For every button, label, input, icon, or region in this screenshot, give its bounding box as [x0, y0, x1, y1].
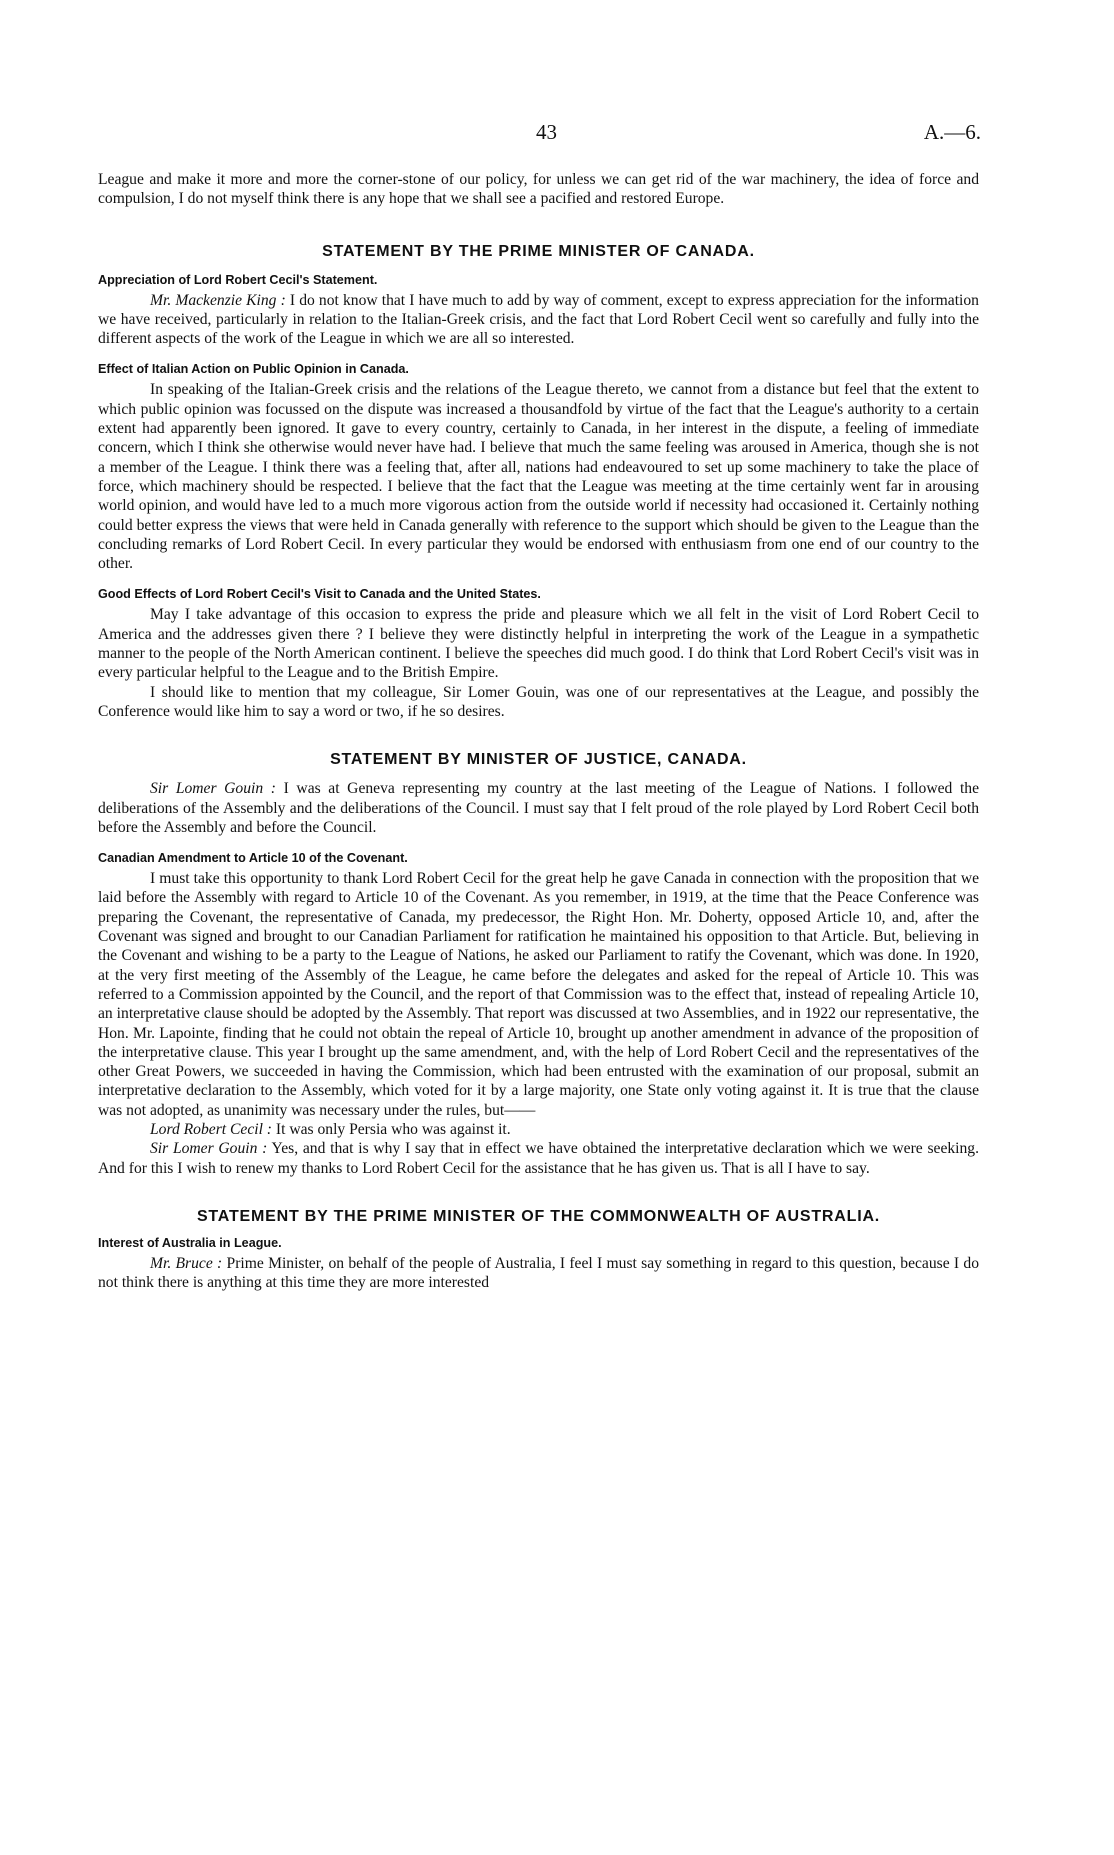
paragraph: I should like to mention that my colleague, Sir Lomer Gouin, was one of our representatives at the League, and possibly the Conference would like him to say a word or two, if he so desires.: [98, 683, 979, 720]
subheading: Canadian Amendment to Article 10 of the Covenant.: [98, 851, 408, 866]
paragraph: [98, 1120, 979, 1139]
speech-text: I was at Geneva representing my country at the last meeting of the League of Nations. I followed the deliberations of the Assembly and the deliberations of the Council. I must say that I felt proud of the role played by Lord Robert Cecil both before the Assembly and before the Council.: [98, 780, 980, 836]
subheading: Interest of Australia in League.: [98, 1235, 282, 1250]
paragraph: In speaking of the Italian-Greek crisis and the relations of the League thereto, we cannot from a distance but feel that the extent to which public opinion was focussed on the dispute was increased a thousandfold by virtue of the fact that the League's authority to a certain extent had apparently been ignored. It gave to every country, certainly to Canada, in her interest in the dispute, a feeling of immediate concern, which I think she otherwise would never have had. I believe that much the same feeling was aroused in America, though she is not a member of the League. I think there was a feeling that, after all, nations had endeavoured to set up some machinery to take the place of force, which machinery should be respected. I believe that the fact that the League was meeting at the time certainly went far in arousing world opinion, and would have led to a much more vigorous action from the outside world if necessity had occasioned it. Certainly nothing could better express the views that were held in Canada generally with reference to the support which should be given to the League than the concluding remarks of Lord Robert Cecil. In every particular they would be endorsed with enthusiasm from one end of our country to the other.: [98, 381, 979, 573]
page-number: 43: [536, 120, 557, 144]
speaker-name: Sir Lomer Gouin :: [150, 1140, 268, 1158]
paragraph: May I take advantage of this occasion to express the pride and pleasure which we all felt in the visit of Lord Robert Cecil to America and the addresses given there ? I believe they were distinctly helpful in interpreting the work of the League in a sympathetic manner to the people of the North American continent. I believe the speeches did much good. I do think that Lord Robert Cecil's visit was in every particular helpful to the League and to the British Empire.: [98, 606, 979, 682]
speech-text: Yes, and that is why I say that in effect we have obtained the interpretative declaration which we were seeking. And for this I wish to renew my thanks to Lord Robert Cecil for the assistance that he has given us. That is all I have to say.: [98, 1140, 979, 1177]
section-heading: STATEMENT BY MINISTER OF JUSTICE, CANADA.: [330, 751, 747, 769]
paragraph: [98, 1254, 979, 1293]
speaker-name: Mr. Mackenzie King :: [150, 291, 286, 309]
subheading: Appreciation of Lord Robert Cecil's Statement.: [98, 272, 378, 287]
paragraph: [98, 779, 979, 837]
speaker-name: Sir Lomer Gouin :: [150, 780, 276, 798]
document-body: [98, 170, 979, 1292]
speech-text: I do not know that I have much to add by way of comment, except to express appreciation for the information we have received, particularly in relation to the Italian-Greek crisis, and the fact that Lord Robert Cecil went so carefully and fully into the different aspects of the work of the League in which we are all so interested.: [98, 291, 979, 348]
speaker-name: Mr. Bruce :: [150, 1254, 223, 1272]
subheading: Good Effects of Lord Robert Cecil's Visit to Canada and the United States.: [98, 587, 541, 602]
document-reference: A.—6.: [923, 120, 981, 144]
subheading: Effect of Italian Action on Public Opinion in Canada.: [98, 362, 409, 377]
speaker-name: Lord Robert Cecil :: [150, 1120, 272, 1138]
paragraph: [98, 1139, 979, 1178]
paragraph: League and make it more and more the corner-stone of our policy, for unless we can get rid of the war machinery, the idea of force and compulsion, I do not myself think there is any hope that we shall see a pacified and restored Europe.: [98, 171, 979, 208]
section-heading: STATEMENT BY THE PRIME MINISTER OF CANADA.: [322, 242, 755, 260]
paragraph: I must take this opportunity to thank Lord Robert Cecil for the great help he gave Canada in connection with the proposition that we laid before the Assembly with regard to Article 10 of the Covenant. As you remember, in 1919, at the time that the Peace Conference was preparing the Covenant, the representative of Canada, my predecessor, the Right Hon. Mr. Doherty, opposed Article 10, and, after the Covenant was signed and brought to our Canadian Parliament for ratification he maintained his opposition to that Article. But, believing in the Covenant and wishing to be a party to the League of Nations, he asked our Parliament to ratify the Covenant, which was done. In 1920, at the very first meeting of the Assembly of the League, he came before the delegates and asked for the repeal of Article 10. This was referred to a Commission appointed by the Council, and the report of that Commission was to the effect that, instead of repealing Article 10, an interpretative clause should be adopted by the Assembly. That report was discussed at two Assemblies, and in 1922 our representative, the Hon. Mr. Lapointe, finding that he could not obtain the repeal of Article 10, brought up another amendment in advance of the proposition of the interpretative clause. This year I brought up the same amendment, and, with the help of Lord Robert Cecil and the representatives of the other Great Powers, we succeeded in having the Commission, which had been entrusted with the examination of our proposal, submit an interpretative declaration to the Assembly, which voted for it by a large majority, one State only voting against it. It is true that the clause was not adopted, as unanimity was necessary under the rules, but——: [98, 870, 979, 1119]
speech-text: Prime Minister, on behalf of the people of Australia, I feel I must say something in regard to this question, because I do not think there is anything at this time they are more interested: [98, 1254, 980, 1292]
speech-text: It was only Persia who was against it.: [272, 1120, 511, 1138]
section-heading: STATEMENT BY THE PRIME MINISTER OF THE COMMONWEALTH OF AUSTRALIA.: [196, 1207, 881, 1225]
paragraph: [98, 291, 979, 349]
